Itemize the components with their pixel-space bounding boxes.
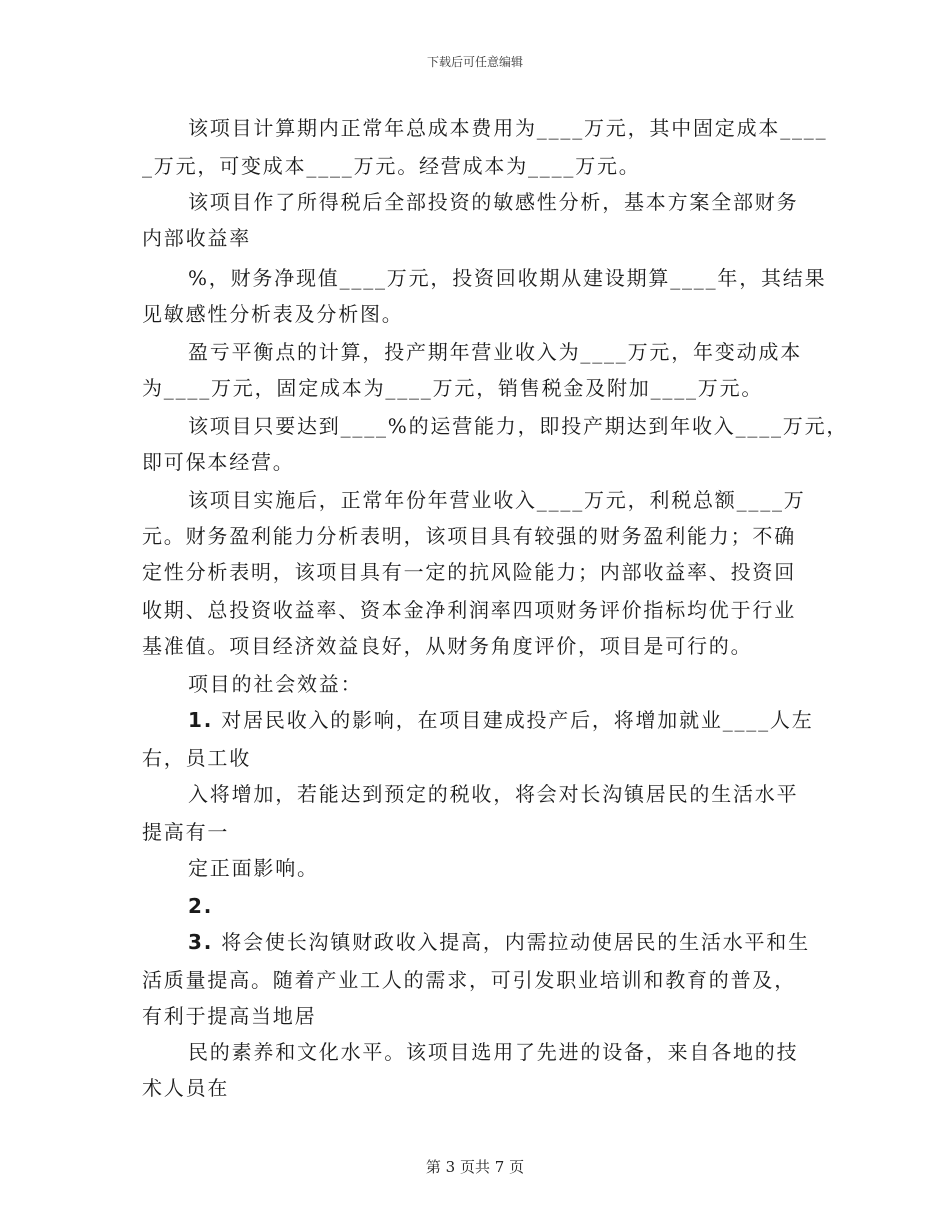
text-line: 元。财务盈利能力分析表明，该项目具有较强的财务盈利能力；不确 (142, 524, 796, 548)
text-line: 即可保本经营。 (142, 450, 295, 474)
text-line: %，财务净现值____万元，投资回收期从建设期算____年，其结果 (188, 266, 827, 290)
text-line: 定性分析表明，该项目具有一定的抗风险能力；内部收益率、投资回 (142, 560, 796, 584)
text-line: 提高有一 (142, 820, 230, 844)
text-line: 有利于提高当地居 (142, 1004, 317, 1028)
text-line: 入将增加，若能达到预定的税收，将会对长沟镇居民的生活水平 (188, 782, 799, 806)
text-line: 该项目计算期内正常年总成本费用为____万元，其中固定成本____ (188, 116, 828, 140)
text-line: 内部收益率 (142, 226, 251, 250)
text-line: 见敏感性分析表及分析图。 (142, 302, 404, 326)
text-line: 该项目只要达到____%的运营能力，即投产期达到年收入____万元， (188, 414, 849, 438)
text-line: 该项目实施后，正常年份年营业收入____万元，利税总额____万 (188, 488, 806, 512)
text-line: 为____万元，固定成本为____万元，销售税金及附加____万元。 (142, 376, 764, 400)
text-line: 该项目作了所得税后全部投资的敏感性分析，基本方案全部财务 (188, 190, 799, 214)
text-line: 基准值。项目经济效益良好，从财务角度评价，项目是可行的。 (142, 634, 753, 658)
list-item-text: 对居民收入的影响，在项目建成投产后，将增加就业____人左 (221, 708, 814, 732)
list-item (188, 892, 213, 920)
text-line: 活质量提高。随着产业工人的需求，可引发职业培训和教育的普及， (142, 968, 796, 992)
text-line: 术人员在 (142, 1076, 230, 1100)
text-line: 右，员工收 (142, 746, 251, 770)
list-number: 2. (188, 894, 214, 918)
text-line: 项目的社会效益： (188, 672, 363, 696)
text-line: 盈亏平衡点的计算，投产期年营业收入为____万元，年变动成本 (188, 340, 802, 364)
page-footer: 第 3 页共 7 页 (425, 1158, 525, 1176)
list-item-text: 将会使长沟镇财政收入提高，内需拉动使居民的生活水平和生 (221, 930, 810, 954)
text-line: 收期、总投资收益率、资本金净利润率四项财务评价指标均优于行业 (142, 598, 796, 622)
list-item (188, 928, 810, 956)
text-line: 民的素养和文化水平。该项目选用了先进的设备，来自各地的技 (188, 1040, 799, 1064)
list-item (188, 706, 814, 734)
text-line: _万元，可变成本____万元。经营成本为____万元。 (142, 154, 641, 178)
list-number: 1. (188, 708, 214, 732)
text-line: 定正面影响。 (188, 856, 319, 880)
page-header: 下载后可任意编辑 (426, 55, 523, 69)
list-number: 3. (188, 930, 214, 954)
